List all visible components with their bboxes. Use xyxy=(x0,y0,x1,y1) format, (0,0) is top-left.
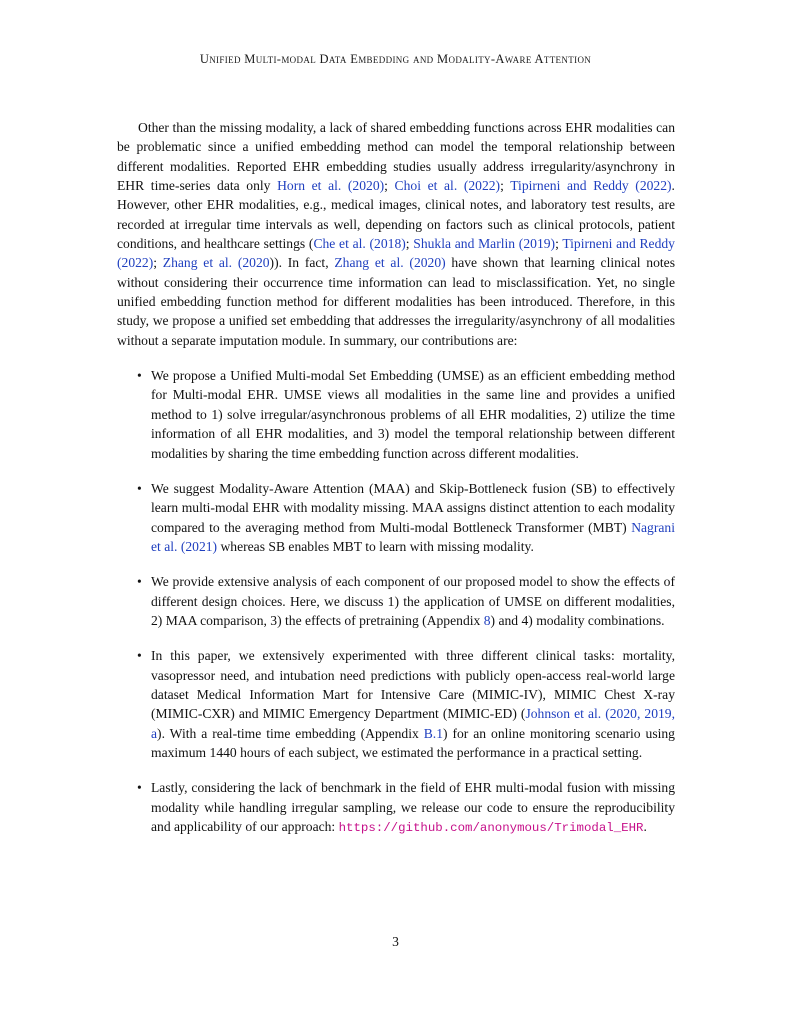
bullet-icon: • xyxy=(137,368,142,384)
bullet-icon: • xyxy=(137,480,142,496)
intro-text-1: Other than the missing modality, a lack of shared embedding functions across EHR modalities can be problematic since a unified embedding method can model the temporal relationship between different modalities. Reported EHR embedding studies usually address irregularity/asynchrony in EHR time-series data only xyxy=(117,120,675,194)
intro-text-3: )). In fact, xyxy=(269,255,335,271)
citation-tipirneni-2[interactable]: Tipirneni and Reddy (2022) xyxy=(117,236,675,271)
citation-choi[interactable]: Choi et al. (2022) xyxy=(394,178,501,194)
intro-paragraph: Other than the missing modality, a lack of shared embedding functions across EHR modalities can be problematic since a unified embedding method can model the temporal relationship between different modalities. Reported EHR embedding studies usually address irregularity/asynchrony in EHR time-series data only Horn et al. (2020); Choi et al. (2022); Tipirneni and Reddy (2022). However, other EHR modalities, e.g., medical images, clinical notes, and laboratory test results, are recorded at irregular time intervals as well, depending on factors such as clinical protocols, patient conditions, and healthcare settings (Che et al. (2018); Shukla and Marlin (2019); Tipirneni and Reddy (2022); Zhang et al. (2020)). In fact, Zhang et al. (2020) have shown that learning clinical notes without considering their occurrence time information can lead to misclassification. Yet, no single unified embedding function method for different modalities has been introduced. Therefore, in this study, we propose a unified set embedding that addresses the irregularity/asynchrony of all modalities without a separate imputation module. In summary, our contributions are: xyxy=(117,120,675,348)
citation-zhang-2[interactable]: Zhang et al. (2020) xyxy=(334,255,446,271)
bullet-icon: • xyxy=(137,574,142,590)
contribution-analysis: • We provide extensive analysis of each component of our proposed model to show the effects of different design choices. Here, we discuss 1) the application of UMSE on different modalities, 2) MAA comparison, 3) the effects of pretraining (Appendix 8) and 4) modality combinations. xyxy=(137,574,675,628)
intro-text-4: have shown that learning clinical notes without considering their occurrence time information can lead to misclassification. Yet, no single unified embedding function method for different modalities has been introduced. Therefore, in this study, we propose a unified set embedding that addresses the irregularity/asynchrony of all modalities without a separate imputation module. In summary, our contributions are: xyxy=(117,255,675,348)
page-body xyxy=(117,118,675,854)
appendix-ref-b1[interactable]: B.1 xyxy=(423,725,443,741)
citation-che[interactable]: Che et al. (2018) xyxy=(313,236,406,252)
running-header: Unified Multi-modal Data Embedding and Modality-Aware Attention xyxy=(199,52,592,66)
contribution-maa-sb: • We suggest Modality-Aware Attention (MAA) and Skip-Bottleneck fusion (SB) to effectively learn multi-modal EHR with modality missing. MAA assigns distinct attention to each modality compared to the averaging method from Multi-modal Bottleneck Transformer (MBT) Nagrani et al. (2021) whereas SB enables MBT to learn with missing modality. xyxy=(137,480,675,554)
github-link[interactable]: https://github.com/anonymous/Trimodal_EHR xyxy=(338,821,644,835)
contribution-umse: • We propose a Unified Multi-modal Set Embedding (UMSE) as an efficient embedding method for Multi-modal EHR. UMSE views all modalities in the same line and provides a unified method to 1) solve irregular/asynchronous problems of all EHR modalities, 2) utilize the time information of all EHR modalities, and 3) model the temporal relationship between different modalities by sharing the time embedding function across different modalities. xyxy=(137,368,675,461)
page-number: 3 xyxy=(392,934,399,949)
contribution-code-release: • Lastly, considering the lack of benchmark in the field of EHR multi-modal fusion with missing modality while handling irregular sampling, we release our code to ensure the reproducibility and applicability of our approach: https://github.com/anonymous/Trimodal_EHR. xyxy=(137,780,675,835)
citation-tipirneni-1[interactable]: Tipirneni and Reddy (2022) xyxy=(510,178,672,194)
contribution-experiments: • In this paper, we extensively experimented with three different clinical tasks: mortality, vasopressor need, and intubation need predictions with publicly open-access real-world large dataset Medical Information Mart for Intensive Care (MIMIC-IV), MIMIC Chest X-ray (MIMIC-CXR) and MIMIC Emergency Department (MIMIC-ED) (Johnson et al. (2020, 2019, a). With a real-time time embedding (Appendix B.1) for an online monitoring scenario using maximum 1440 hours of each subject, we estimated the performance in a practical setting. xyxy=(137,648,675,760)
contributions-list xyxy=(117,366,675,838)
intro-text-2: . However, other EHR modalities, e.g., medical images, clinical notes, and laboratory test results, are recorded at irregular time intervals as well, depending on factors such as clinical protocols, patient conditions, and healthcare settings ( xyxy=(117,178,675,252)
appendix-ref-8[interactable]: 8 xyxy=(483,612,491,628)
citation-nagrani[interactable]: Nagrani et al. (2021) xyxy=(151,519,675,554)
bullet-icon: • xyxy=(137,780,142,796)
bullet-icon: • xyxy=(137,648,142,664)
citation-johnson[interactable]: Johnson et al. (2020, 2019, a xyxy=(151,706,675,741)
citation-zhang-1[interactable]: Zhang et al. (2020 xyxy=(162,255,270,271)
citation-shukla[interactable]: Shukla and Marlin (2019) xyxy=(413,236,556,252)
citation-horn[interactable]: Horn et al. (2020) xyxy=(277,178,385,194)
